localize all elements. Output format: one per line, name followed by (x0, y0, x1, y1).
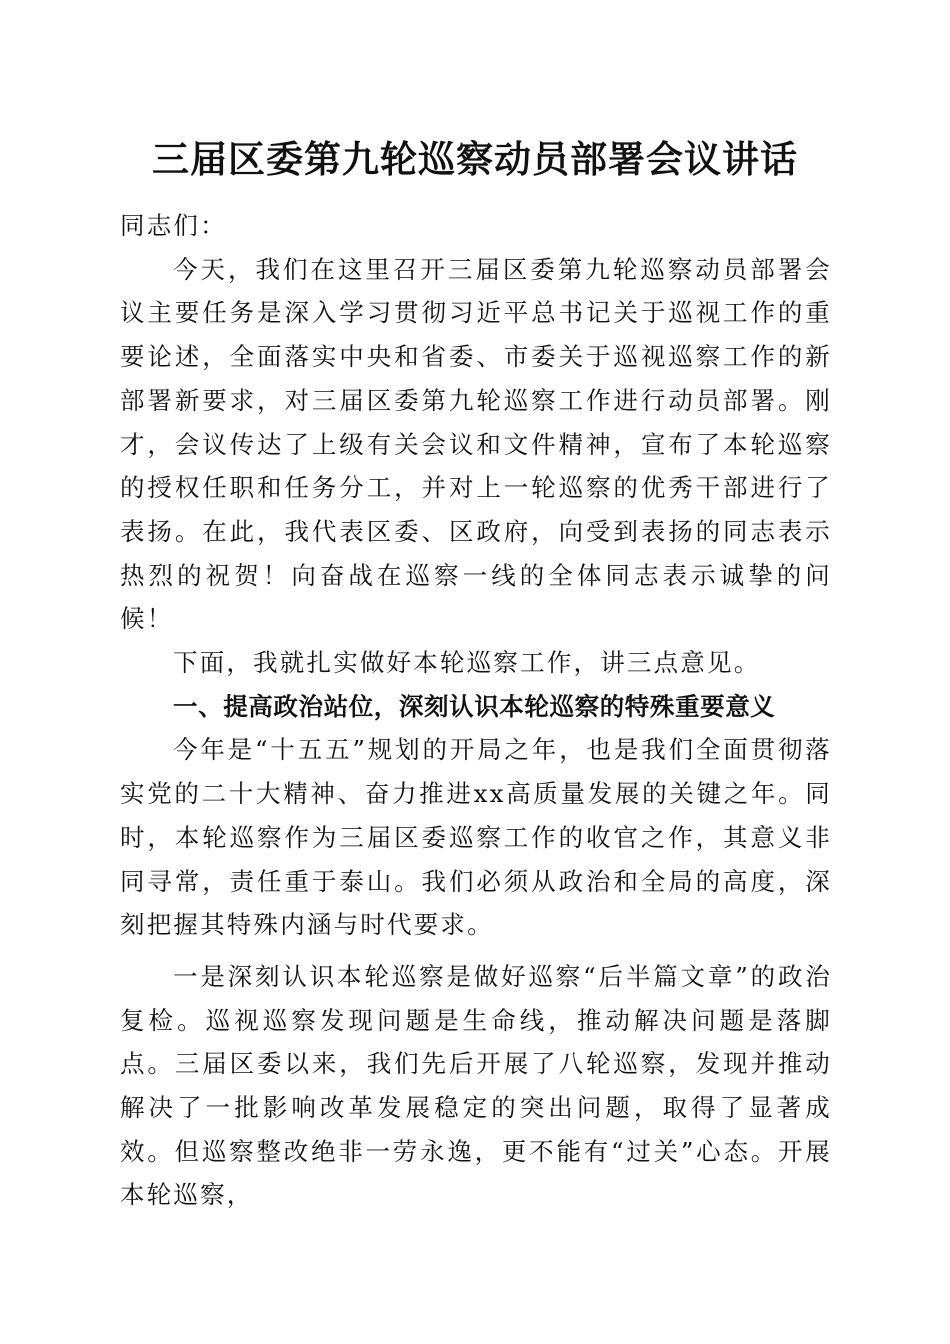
document-body (120, 204, 832, 1217)
document-title: 三届区委第九轮巡察动员部署会议讲话 (152, 137, 798, 181)
paragraph-point-one: 一是深刻认识本轮巡察是做好巡察“后半篇文章”的政治复检。巡视巡察发现问题是生命线，推动解决问题是落脚点。三届区委以来，我们先后开展了八轮巡察，发现并推动解决了一批影响改革发展稳定的突出问题，取得了显著成效。但巡察整改绝非一劳永逸，更不能有“过关”心态。开展本轮巡察， (120, 961, 832, 1210)
paragraph-significance: 今年是“十五五”规划的开局之年，也是我们全面贯彻落实党的二十大精神、奋力推进xx高质量发展的关键之年。同时，本轮巡察作为三届区委巡察工作的收官之作，其意义非同寻常，责任重于泰山。我们必须从政治和全局的高度，深刻把握其特殊内涵与时代要求。 (120, 735, 832, 940)
salutation: 同志们： (120, 211, 227, 240)
section-heading-1: 一、提高政治站位，深刻认识本轮巡察的特殊重要意义 (173, 691, 776, 721)
paragraph-opening: 今天，我们在这里召开三届区委第九轮巡察动员部署会议主要任务是深入学习贯彻习近平总书记关于巡视工作的重要论述，全面落实中央和省委、市委关于巡视巡察工作的新部署新要求，对三届区委第九轮巡察工作进行动员部署。刚才，会议传达了上级有关会议和文件精神，宣布了本轮巡察的授权任职和任务分工，并对上一轮巡察的优秀干部进行了表扬。在此，我代表区委、区政府，向受到表扬的同志表示热烈的祝贺！向奋战在巡察一线的全体同志表示诚挚的问候！ (120, 254, 832, 634)
paragraph-outline: 下面，我就扎实做好本轮巡察工作，讲三点意见。 (173, 648, 761, 678)
